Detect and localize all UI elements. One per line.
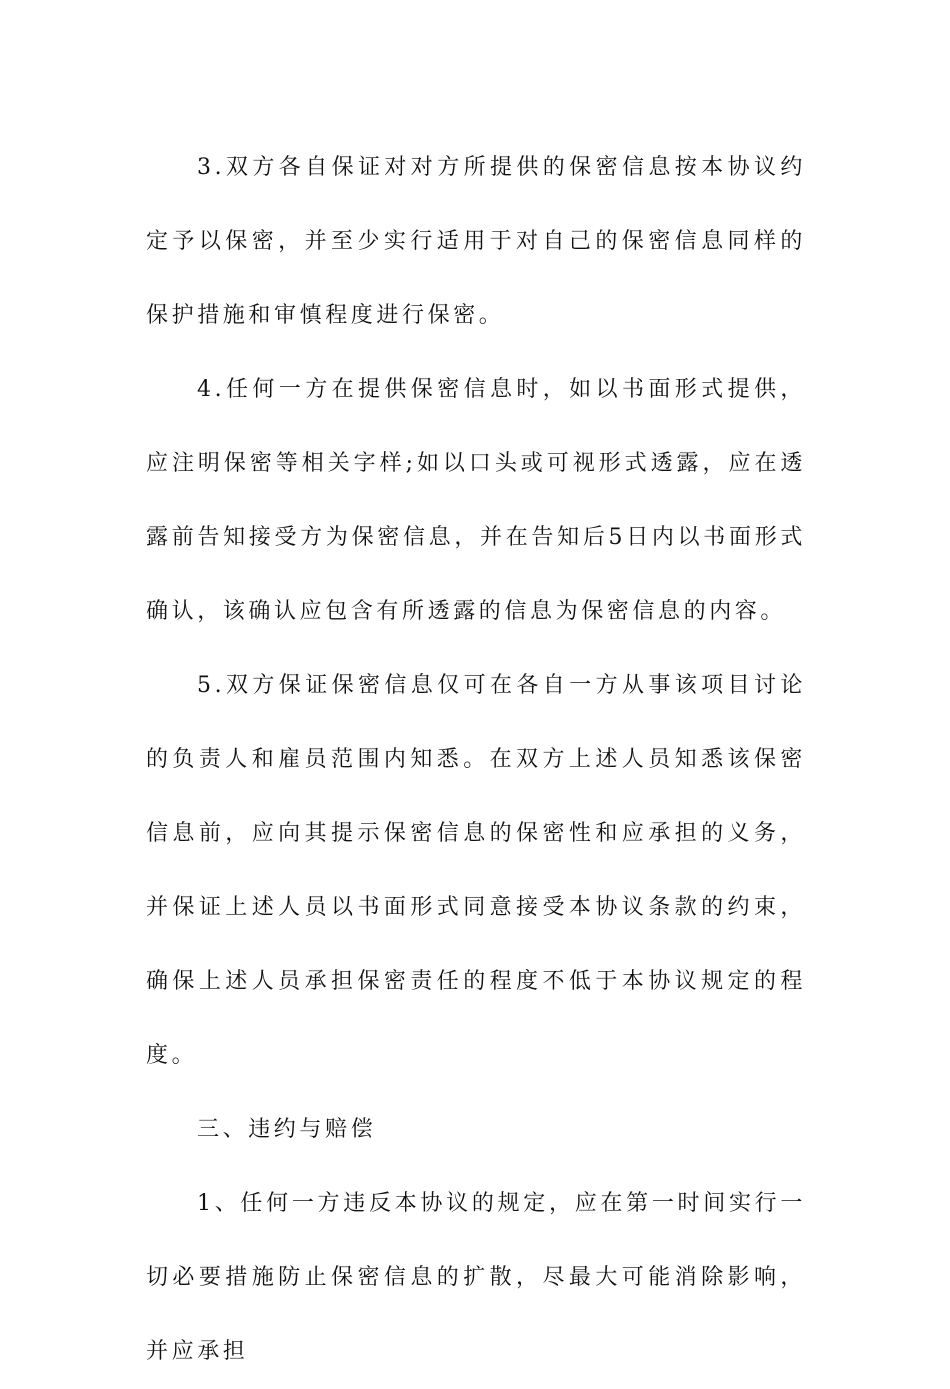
document-body [146, 131, 806, 1389]
clause-5-paragraph: 5.双方保证保密信息仅可在各自一方从事该项目讨论的负责人和雇员范围内知悉。在双方上述人员知悉该保密信息前，应向其提示保密信息的保密性和应承担的义务，并保证上述人员以书面形式同意接受本协议条款的约束，确保上述人员承担保密责任的程度不低于本协议规定的程度。 [146, 673, 806, 1068]
clause-4-paragraph: 4.任何一方在提供保密信息时，如以书面形式提供，应注明保密等相关字样;如以口头或可视形式透露，应在透露前告知接受方为保密信息，并在告知后5日内以书面形式确认，该确认应包含有所透露的信息为保密信息的内容。 [146, 377, 806, 624]
section-heading-breach: 三、违约与赔偿 [197, 1117, 377, 1142]
breach-clause-1-paragraph: 1、任何一方违反本协议的规定，应在第一时间实行一切必要措施防止保密信息的扩散，尽最大可能消除影响，并应承担 [146, 1191, 806, 1364]
clause-3-paragraph: 3.双方各自保证对对方所提供的保密信息按本协议约定予以保密，并至少实行适用于对自己的保密信息同样的保护措施和审慎程度进行保密。 [146, 155, 806, 328]
